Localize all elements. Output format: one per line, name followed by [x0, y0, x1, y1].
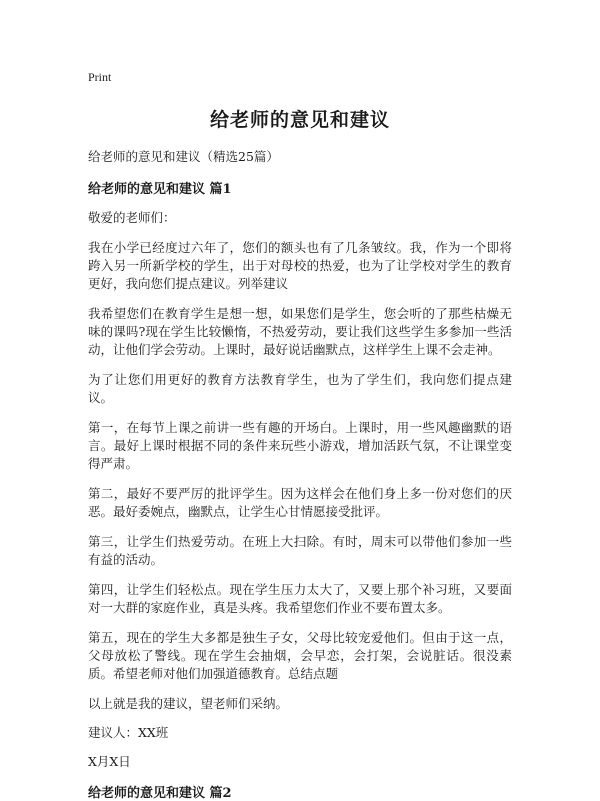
paragraph-point-3: 第三，让学生们热爱劳动。在班上大扫除。有时，周末可以带他们参加一些有益的活动。 [88, 534, 512, 567]
paragraph-signature: 建议人：XX班 [88, 725, 169, 740]
section-heading-1: 给老师的意见和建议 篇1 [88, 182, 232, 197]
print-link[interactable]: Print [88, 70, 112, 84]
paragraph-salutation: 敬爱的老师们： [88, 210, 176, 225]
paragraph-date: X月X日 [88, 754, 131, 769]
paragraph-point-4: 第四，让学生们轻松点。现在学生压力太大了，又要上那个补习班，又要面对一大群的家庭作业，真是头疼。我希望您们作业不要布置太多。 [88, 582, 512, 615]
paragraph-intro: 我在小学已经度过六年了，您们的额头也有了几条皱纹。我，作为一个即将跨入另一所新学校的学生，出于对母校的热爱，也为了让学校对学生的教育更好，我向您们提点建议。列举建议 [88, 240, 512, 291]
paragraph-hope: 我希望您们在教育学生是想一想，如果您们是学生，您会听的了那些枯燥无味的课吗?现在学生比较懒惰，不热爱劳动，要让我们这些学生多参加一些活动，让他们学会劳动。上课时，最好说话幽默点，这样学生上课不会走神。 [88, 306, 512, 357]
paragraph-point-5: 第五，现在的学生大多都是独生子女，父母比较宠爱他们。但由于这一点，父母放松了警线。现在学生会抽烟，会早恋，会打架，会说脏话。很没素质。希望老师对他们加强道德教育。总结点题 [88, 630, 512, 681]
paragraph-point-1: 第一，在每节上课之前讲一些有趣的开场白。上课时，用一些风趣幽默的语言。最好上课时根据不同的条件来玩些小游戏，增加活跃气氛，不让课堂变得严肃。 [88, 420, 512, 471]
section-heading-2: 给老师的意见和建议 篇2 [88, 786, 232, 801]
paragraph-purpose: 为了让您们用更好的教育方法教育学生，也为了学生们，我向您们提点建议。 [88, 372, 512, 405]
paragraph-point-2: 第二，最好不要严厉的批评学生。因为这样会在他们身上多一份对您们的厌恶。最好委婉点，幽默点，让学生心甘情愿接受批评。 [88, 486, 512, 519]
document-title: 给老师的意见和建议 [209, 109, 390, 131]
paragraph-closing: 以上就是我的建议，望老师们采纳。 [88, 696, 289, 711]
document-subtitle: 给老师的意见和建议（精选25篇） [88, 149, 279, 164]
